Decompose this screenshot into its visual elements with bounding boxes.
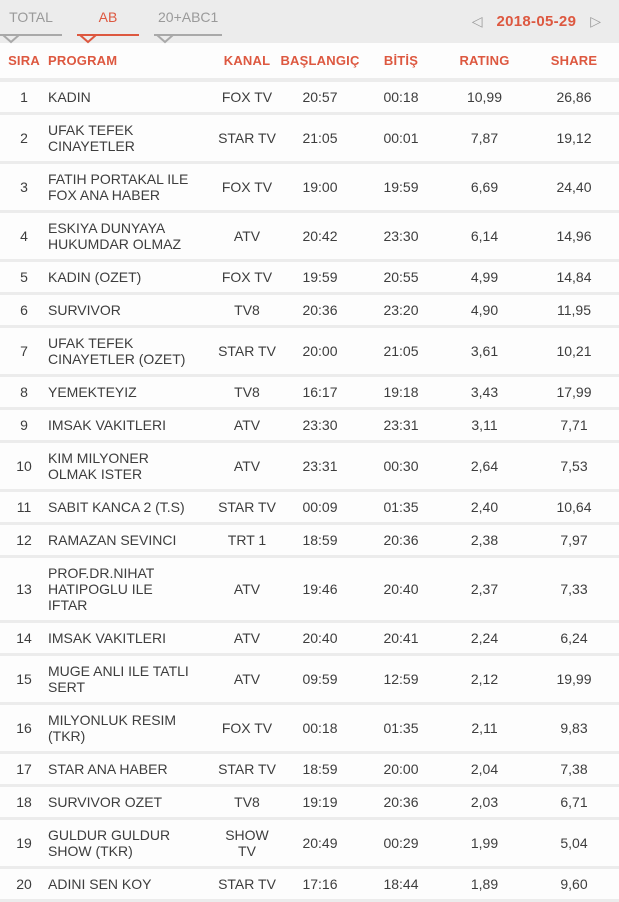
table-body [0, 80, 619, 901]
cell-share: 6,24 [529, 622, 619, 655]
tab-20abc1-label: 20+ABC1 [158, 9, 219, 25]
header-kanal: KANAL [216, 43, 278, 80]
cell-program: KADIN [48, 80, 216, 114]
cell-rating: 2,40 [440, 491, 529, 524]
cell-program: STAR ANA HABER [48, 753, 216, 786]
table-row [0, 786, 619, 819]
cell-rating: 7,87 [440, 114, 529, 163]
tab-ab-label: AB [98, 9, 118, 25]
prev-date-button[interactable]: ◁ [471, 13, 483, 29]
cell-share: 7,53 [529, 442, 619, 491]
cell-channel: STAR TV [216, 753, 278, 786]
cell-end: 18:44 [362, 868, 440, 901]
cell-rank: 2 [0, 114, 48, 163]
cell-rating: 2,37 [440, 557, 529, 622]
cell-share: 5,04 [529, 819, 619, 868]
cell-program: MUGE ANLI ILE TATLI SERT [48, 655, 216, 704]
cell-channel: ATV [216, 212, 278, 261]
cell-rank: 15 [0, 655, 48, 704]
table-row [0, 753, 619, 786]
cell-program: MILYONLUK RESIM (TKR) [48, 704, 216, 753]
cell-rank: 20 [0, 868, 48, 901]
cell-channel: FOX TV [216, 704, 278, 753]
cell-end: 20:40 [362, 557, 440, 622]
cell-program: SURVIVOR [48, 294, 216, 327]
cell-end: 00:30 [362, 442, 440, 491]
cell-rank: 14 [0, 622, 48, 655]
cell-start: 09:59 [278, 655, 362, 704]
cell-program: RAMAZAN SEVINCI [48, 524, 216, 557]
cell-channel: FOX TV [216, 261, 278, 294]
cell-rank: 6 [0, 294, 48, 327]
cell-channel: STAR TV [216, 491, 278, 524]
table-header [0, 43, 619, 80]
cell-rating: 2,24 [440, 622, 529, 655]
table-row [0, 261, 619, 294]
cell-rank: 10 [0, 442, 48, 491]
cell-start: 19:00 [278, 163, 362, 212]
cell-rating: 3,61 [440, 327, 529, 376]
cell-rank: 3 [0, 163, 48, 212]
table-row [0, 868, 619, 901]
cell-rating: 3,43 [440, 376, 529, 409]
cell-start: 23:30 [278, 409, 362, 442]
cell-end: 00:29 [362, 819, 440, 868]
cell-channel: ATV [216, 557, 278, 622]
table-row [0, 163, 619, 212]
cell-channel: STAR TV [216, 868, 278, 901]
cell-share: 19,12 [529, 114, 619, 163]
cell-end: 00:18 [362, 80, 440, 114]
cell-channel: ATV [216, 655, 278, 704]
cell-end: 19:18 [362, 376, 440, 409]
cell-rank: 18 [0, 786, 48, 819]
cell-end: 20:55 [362, 261, 440, 294]
table-row [0, 557, 619, 622]
cell-rating: 2,04 [440, 753, 529, 786]
cell-share: 19,99 [529, 655, 619, 704]
cell-rank: 19 [0, 819, 48, 868]
table-row [0, 442, 619, 491]
cell-rank: 17 [0, 753, 48, 786]
cell-start: 20:57 [278, 80, 362, 114]
cell-start: 18:59 [278, 753, 362, 786]
cell-share: 10,64 [529, 491, 619, 524]
table-row [0, 655, 619, 704]
cell-program: SABIT KANCA 2 (T.S) [48, 491, 216, 524]
cell-start: 20:00 [278, 327, 362, 376]
cell-rank: 9 [0, 409, 48, 442]
cell-start: 20:40 [278, 622, 362, 655]
cell-rank: 4 [0, 212, 48, 261]
cell-end: 19:59 [362, 163, 440, 212]
cell-end: 20:36 [362, 786, 440, 819]
cell-rank: 8 [0, 376, 48, 409]
cell-end: 23:20 [362, 294, 440, 327]
cell-end: 12:59 [362, 655, 440, 704]
date-navigation [466, 7, 619, 31]
cell-end: 00:01 [362, 114, 440, 163]
cell-start: 00:09 [278, 491, 362, 524]
tab-notch-icon [2, 34, 20, 44]
table-row [0, 327, 619, 376]
audience-tabs [0, 7, 237, 36]
cell-rating: 10,99 [440, 80, 529, 114]
cell-program: YEMEKTEYIZ [48, 376, 216, 409]
cell-end: 20:00 [362, 753, 440, 786]
cell-rating: 2,11 [440, 704, 529, 753]
tab-notch-icon [156, 34, 174, 44]
cell-share: 24,40 [529, 163, 619, 212]
table-row [0, 80, 619, 114]
tab-total[interactable] [0, 7, 62, 36]
cell-start: 18:59 [278, 524, 362, 557]
cell-rating: 2,12 [440, 655, 529, 704]
table-row [0, 376, 619, 409]
cell-end: 20:36 [362, 524, 440, 557]
cell-program: FATIH PORTAKAL ILE FOX ANA HABER [48, 163, 216, 212]
cell-program: KIM MILYONER OLMAK ISTER [48, 442, 216, 491]
cell-rank: 11 [0, 491, 48, 524]
cell-channel: SHOW TV [216, 819, 278, 868]
cell-channel: FOX TV [216, 80, 278, 114]
cell-rating: 6,69 [440, 163, 529, 212]
cell-end: 01:35 [362, 491, 440, 524]
cell-rating: 3,11 [440, 409, 529, 442]
header-sira: SIRA [0, 43, 48, 80]
cell-rating: 2,64 [440, 442, 529, 491]
table-row [0, 114, 619, 163]
tab-20abc1[interactable] [154, 7, 222, 36]
cell-program: ADINI SEN KOY [48, 868, 216, 901]
cell-program: GULDUR GULDUR SHOW (TKR) [48, 819, 216, 868]
cell-rank: 5 [0, 261, 48, 294]
header-share: SHARE [529, 43, 619, 80]
cell-share: 14,96 [529, 212, 619, 261]
cell-rank: 1 [0, 80, 48, 114]
cell-start: 20:36 [278, 294, 362, 327]
cell-share: 17,99 [529, 376, 619, 409]
cell-program: IMSAK VAKITLERI [48, 622, 216, 655]
cell-program: PROF.DR.NIHAT HATIPOGLU ILE IFTAR [48, 557, 216, 622]
cell-program: IMSAK VAKITLERI [48, 409, 216, 442]
cell-share: 7,71 [529, 409, 619, 442]
cell-rating: 4,90 [440, 294, 529, 327]
tab-total-label: TOTAL [9, 9, 53, 25]
cell-share: 6,71 [529, 786, 619, 819]
cell-rating: 2,38 [440, 524, 529, 557]
cell-share: 26,86 [529, 80, 619, 114]
header-baslangic: BAŞLANGIÇ [278, 43, 362, 80]
cell-start: 21:05 [278, 114, 362, 163]
cell-rank: 7 [0, 327, 48, 376]
cell-channel: ATV [216, 442, 278, 491]
cell-share: 7,97 [529, 524, 619, 557]
cell-channel: TRT 1 [216, 524, 278, 557]
cell-start: 00:18 [278, 704, 362, 753]
cell-program: UFAK TEFEK CINAYETLER (OZET) [48, 327, 216, 376]
cell-share: 14,84 [529, 261, 619, 294]
cell-channel: TV8 [216, 294, 278, 327]
cell-rank: 12 [0, 524, 48, 557]
ratings-table [0, 43, 619, 902]
cell-channel: ATV [216, 622, 278, 655]
cell-start: 23:31 [278, 442, 362, 491]
cell-program: SURVIVOR OZET [48, 786, 216, 819]
table-row [0, 212, 619, 261]
top-bar [0, 0, 619, 43]
cell-start: 19:46 [278, 557, 362, 622]
next-date-button[interactable]: ▷ [590, 13, 601, 29]
cell-end: 01:35 [362, 704, 440, 753]
cell-start: 20:49 [278, 819, 362, 868]
table-row [0, 622, 619, 655]
cell-start: 20:42 [278, 212, 362, 261]
cell-share: 7,33 [529, 557, 619, 622]
table-row [0, 819, 619, 868]
cell-program: ESKIYA DUNYAYA HUKUMDAR OLMAZ [48, 212, 216, 261]
cell-channel: TV8 [216, 786, 278, 819]
table-row [0, 524, 619, 557]
cell-program: UFAK TEFEK CINAYETLER [48, 114, 216, 163]
cell-rank: 13 [0, 557, 48, 622]
cell-start: 17:16 [278, 868, 362, 901]
table-row [0, 294, 619, 327]
cell-rank: 16 [0, 704, 48, 753]
cell-start: 19:59 [278, 261, 362, 294]
cell-share: 9,83 [529, 704, 619, 753]
cell-end: 23:31 [362, 409, 440, 442]
cell-rating: 1,99 [440, 819, 529, 868]
current-date: 2018-05-29 [496, 12, 577, 30]
cell-program: KADIN (OZET) [48, 261, 216, 294]
cell-channel: ATV [216, 409, 278, 442]
tab-ab[interactable] [77, 7, 139, 36]
cell-share: 11,95 [529, 294, 619, 327]
header-rating: RATING [440, 43, 529, 80]
table-row [0, 409, 619, 442]
cell-channel: FOX TV [216, 163, 278, 212]
cell-rating: 2,03 [440, 786, 529, 819]
header-program: PROGRAM [48, 43, 216, 80]
cell-channel: TV8 [216, 376, 278, 409]
cell-end: 21:05 [362, 327, 440, 376]
cell-share: 7,38 [529, 753, 619, 786]
cell-rating: 4,99 [440, 261, 529, 294]
cell-end: 20:41 [362, 622, 440, 655]
cell-start: 19:19 [278, 786, 362, 819]
cell-rating: 6,14 [440, 212, 529, 261]
cell-share: 10,21 [529, 327, 619, 376]
cell-rating: 1,89 [440, 868, 529, 901]
cell-start: 16:17 [278, 376, 362, 409]
header-bitis: BİTİŞ [362, 43, 440, 80]
cell-channel: STAR TV [216, 327, 278, 376]
table-row [0, 704, 619, 753]
table-row [0, 491, 619, 524]
cell-share: 9,60 [529, 868, 619, 901]
tab-notch-icon [79, 34, 97, 44]
cell-end: 23:30 [362, 212, 440, 261]
cell-channel: STAR TV [216, 114, 278, 163]
